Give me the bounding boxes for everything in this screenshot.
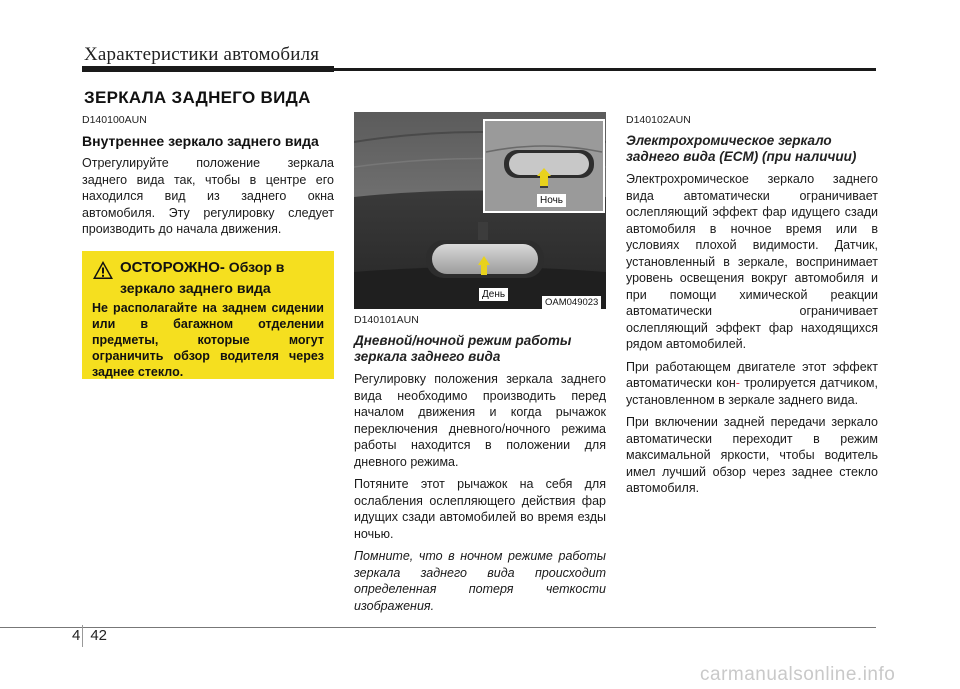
section-code: D140102AUN xyxy=(626,114,691,126)
page-number xyxy=(72,627,107,644)
subheading: Внутреннее зеркало заднего вида xyxy=(82,133,319,149)
caution-title-caps: ОСТОРОЖНО- xyxy=(120,259,225,276)
running-header: Характеристики автомобиля xyxy=(84,44,320,65)
subheading: Дневной/ночной режим работы зеркала заднего вида xyxy=(354,333,572,364)
warning-triangle-icon xyxy=(92,260,114,280)
paragraph xyxy=(626,359,878,409)
paragraph: Электрохромическое зеркало заднего вида автоматически ограничивает ослепляющий эффект фар идущего сзади автомобиля в ночное время или в условиях плохой видимости. Датчик, установленный в зеркале, воспринимает уровень освещения вокруг автомобиля и при помощи химической реакции автоматически ограничивает ослепляющий эффект фар находящихся рядом автомобилей. xyxy=(626,172,878,351)
paragraph: При включении задней передачи зеркало автоматически переходит в режим максимальной яркости, чтобы водитель имел лучший обзор через заднее стекло автомобиля. xyxy=(626,415,878,495)
caution-title xyxy=(120,259,284,276)
paragraph: Потяните этот рычажок на себя для ослабления ослепляющего действия фар идущих сзади автомобилей во время езды ночью. xyxy=(354,477,606,541)
footer-divider xyxy=(82,625,83,647)
subheading: Электрохромическое зеркало заднего вида (ECM) (при наличии) xyxy=(626,133,857,164)
mirror-illustration xyxy=(354,112,606,309)
column-2 xyxy=(354,312,606,614)
day-label: День xyxy=(479,288,508,301)
caution-title-rest: Обзор в xyxy=(224,259,285,275)
night-label: Ночь xyxy=(537,194,566,207)
caution-box xyxy=(82,251,334,379)
column-1 xyxy=(82,112,334,238)
section-title: ЗЕРКАЛА ЗАДНЕГО ВИДА xyxy=(84,88,311,107)
hyphen: - xyxy=(735,376,740,390)
caution-title-line2: зеркало заднего вида xyxy=(120,280,271,296)
mirror-photo xyxy=(354,112,606,309)
footer-rule xyxy=(0,627,876,628)
paragraph-part: При работающем двигателе этот эффект автоматически кон xyxy=(626,359,878,390)
caution-header xyxy=(92,259,324,280)
paragraph: Отрегулируйте положение зеркала заднего вида так, чтобы в центре его находился вид из заднего окна автомобиля. Эту регулировку следует производить до начала движения. xyxy=(82,156,334,236)
paragraph-note: Помните, что в ночном режиме работы зеркала заднего вида происходит определенная потеря четкости изображения. xyxy=(354,549,606,613)
chapter-number: 4 xyxy=(72,627,81,644)
section-code: D140101AUN xyxy=(354,314,419,326)
watermark: carmanualsonline.info xyxy=(700,664,896,685)
caution-body: Не располагайте на заднем сидении или в багажном отделении предметы, которые могут ограничить обзор водителя через заднее стекло. xyxy=(92,301,324,379)
section-code: D140100AUN xyxy=(82,114,147,126)
column-3 xyxy=(626,112,878,497)
page-number-value: 42 xyxy=(90,627,108,644)
header-rule-accent xyxy=(82,66,334,72)
paragraph-part: тролируется датчиком, установленном в зеркале заднего вида. xyxy=(626,376,878,407)
image-code: OAM049023 xyxy=(542,296,601,309)
paragraph: Регулировку положения зеркала заднего вида необходимо производить перед началом движения и когда рычажок переключения дневного/ночного режима работы находится в положении для дневного режима. xyxy=(354,372,606,469)
